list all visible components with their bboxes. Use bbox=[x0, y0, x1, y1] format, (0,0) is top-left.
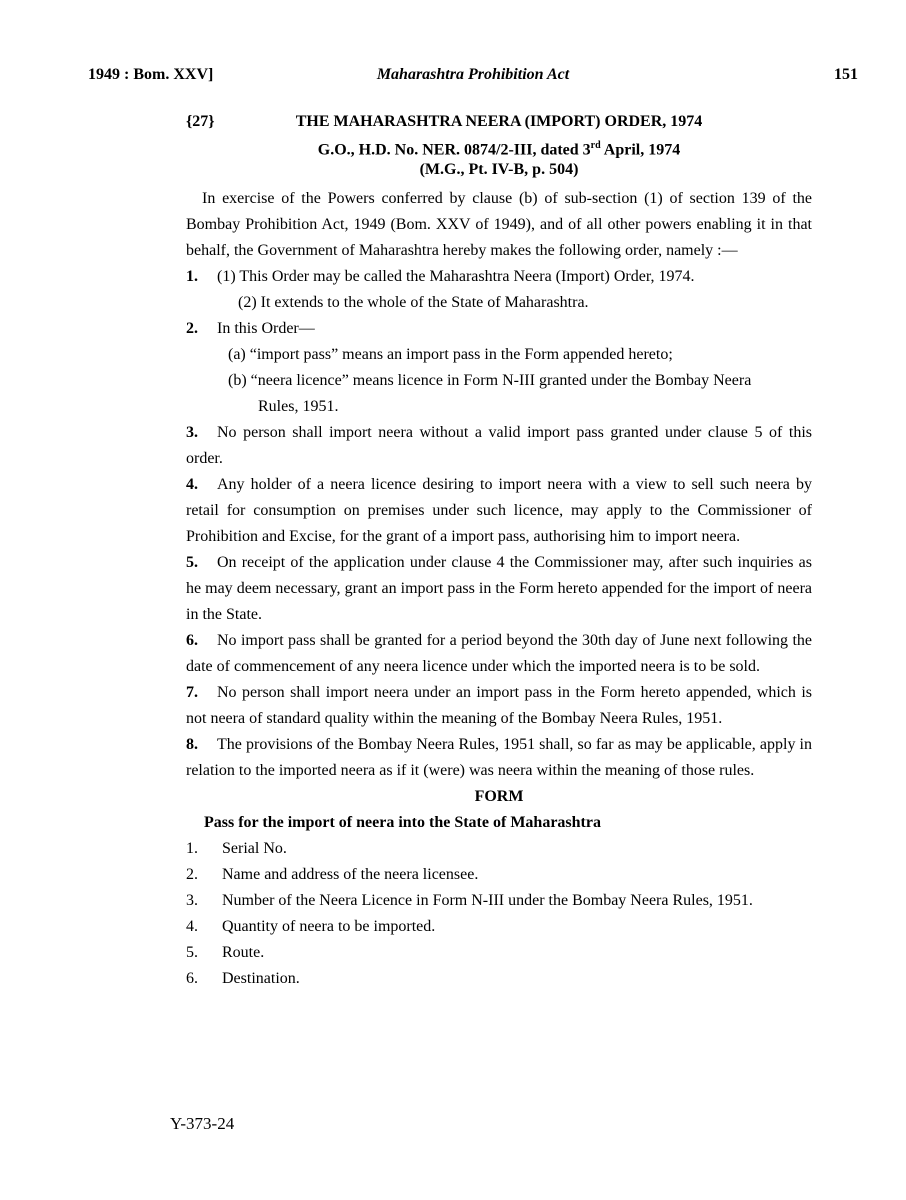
clause-number: 2. bbox=[186, 320, 198, 337]
clause-number: 3. bbox=[186, 424, 198, 441]
clause-2 bbox=[186, 316, 812, 342]
preamble: In exercise of the Powers conferred by clause (b) of sub-section (1) of section 139 of the Bombay Prohibition Act, 1949 (Bom. XXV of 1949), and of all other powers enabling it in that behalf, the Government of Maharashtra hereby makes the following order, namely :— bbox=[186, 190, 812, 259]
clause-2-a: (a) “import pass” means an import pass in the Form appended hereto; bbox=[228, 346, 673, 363]
form-field-text: Quantity of neera to be imported. bbox=[222, 918, 436, 935]
clause-2-b-continued: Rules, 1951. bbox=[258, 398, 339, 415]
clause-text: The provisions of the Bombay Neera Rules, 1951 shall, so far as may be applicable, apply in relation to the imported neera as if it (were) was neera within the meaning of those rules. bbox=[186, 736, 812, 779]
form-fields-list bbox=[186, 836, 812, 992]
clause-7 bbox=[186, 680, 812, 732]
go-reference-prefix: G.O., H.D. No. NER. 0874/2-III, dated 3 bbox=[317, 141, 591, 159]
page-number: 151 bbox=[834, 66, 858, 83]
page-footer-code: Y-373-24 bbox=[170, 1114, 235, 1133]
form-field-text: Route. bbox=[222, 944, 265, 961]
form-field bbox=[186, 966, 812, 992]
clause-2-b: (b) “neera licence” means licence in Form N-III granted under the Bombay Neera bbox=[228, 372, 752, 389]
clause-number: 7. bbox=[186, 684, 198, 701]
form-field bbox=[186, 914, 812, 940]
go-reference-line bbox=[186, 134, 812, 158]
clause-text: (1) This Order may be called the Maharashtra Neera (Import) Order, 1974. bbox=[217, 268, 695, 285]
order-number: {27} bbox=[186, 113, 215, 130]
clause-text: In this Order— bbox=[217, 320, 315, 337]
form-field bbox=[186, 862, 812, 888]
go-reference-suffix: April, 1974 bbox=[600, 141, 681, 159]
form-field-number: 5. bbox=[186, 944, 198, 961]
form-field-text: Destination. bbox=[222, 970, 300, 987]
clause-5 bbox=[186, 550, 812, 628]
order-title-line bbox=[186, 110, 812, 134]
clause-4 bbox=[186, 472, 812, 550]
form-field-text: Serial No. bbox=[222, 840, 287, 857]
form-field bbox=[186, 940, 812, 966]
clause-6 bbox=[186, 628, 812, 680]
clause-text: No import pass shall be granted for a period beyond the 30th day of June next following the date of commencement of any neera licence under which the imported neera is to be sold. bbox=[186, 632, 812, 675]
form-field-number: 6. bbox=[186, 970, 198, 987]
form-field bbox=[186, 836, 812, 862]
clause-number: 4. bbox=[186, 476, 198, 493]
go-reference-sup: rd bbox=[590, 140, 601, 151]
order-title: THE MAHARASHTRA NEERA (IMPORT) ORDER, 1974 bbox=[295, 113, 703, 130]
form-field-number: 3. bbox=[186, 892, 198, 909]
form-field-text: Number of the Neera Licence in Form N-III under the Bombay Neera Rules, 1951. bbox=[222, 892, 753, 909]
clause-1 bbox=[186, 264, 812, 290]
clause-number: 5. bbox=[186, 554, 198, 571]
form-subtitle: Pass for the import of neera into the State of Maharashtra bbox=[204, 814, 601, 831]
order-title-block bbox=[186, 110, 812, 182]
form-field-number: 2. bbox=[186, 866, 198, 883]
order-body bbox=[186, 186, 812, 992]
clause-text: No person shall import neera without a valid import pass granted under clause 5 of this order. bbox=[186, 424, 812, 467]
clause-text: Any holder of a neera licence desiring to import neera with a view to sell such neera by retail for consumption on premises under such licence, may apply to the Commissioner of Prohibition and Excise, for the grant of a import pass, authorising him to import neera. bbox=[186, 476, 812, 545]
clause-text: No person shall import neera under an import pass in the Form hereto appended, which is not neera of standard quality within the meaning of the Bombay Neera Rules, 1951. bbox=[186, 684, 812, 727]
clause-text: On receipt of the application under clause 4 the Commissioner may, after such inquiries as he may deem necessary, grant an import pass in the Form hereto appended for the import of neera in the State. bbox=[186, 554, 812, 623]
clause-3 bbox=[186, 420, 812, 472]
clause-number: 8. bbox=[186, 736, 198, 753]
form-field-number: 4. bbox=[186, 918, 198, 935]
clause-number: 6. bbox=[186, 632, 198, 649]
form-title: FORM bbox=[474, 788, 524, 805]
clause-number: 1. bbox=[186, 268, 198, 285]
clause-8 bbox=[186, 732, 812, 784]
running-header bbox=[88, 66, 858, 88]
form-field-number: 1. bbox=[186, 840, 198, 857]
gazette-reference: (M.G., Pt. IV-B, p. 504) bbox=[419, 161, 579, 178]
header-act-title: Maharashtra Prohibition Act bbox=[376, 66, 570, 83]
clause-1-sub-2: (2) It extends to the whole of the State of Maharashtra. bbox=[238, 294, 589, 311]
form-field-text: Name and address of the neera licensee. bbox=[222, 866, 479, 883]
form-field bbox=[186, 888, 812, 914]
header-act-reference: 1949 : Bom. XXV] bbox=[88, 66, 214, 83]
